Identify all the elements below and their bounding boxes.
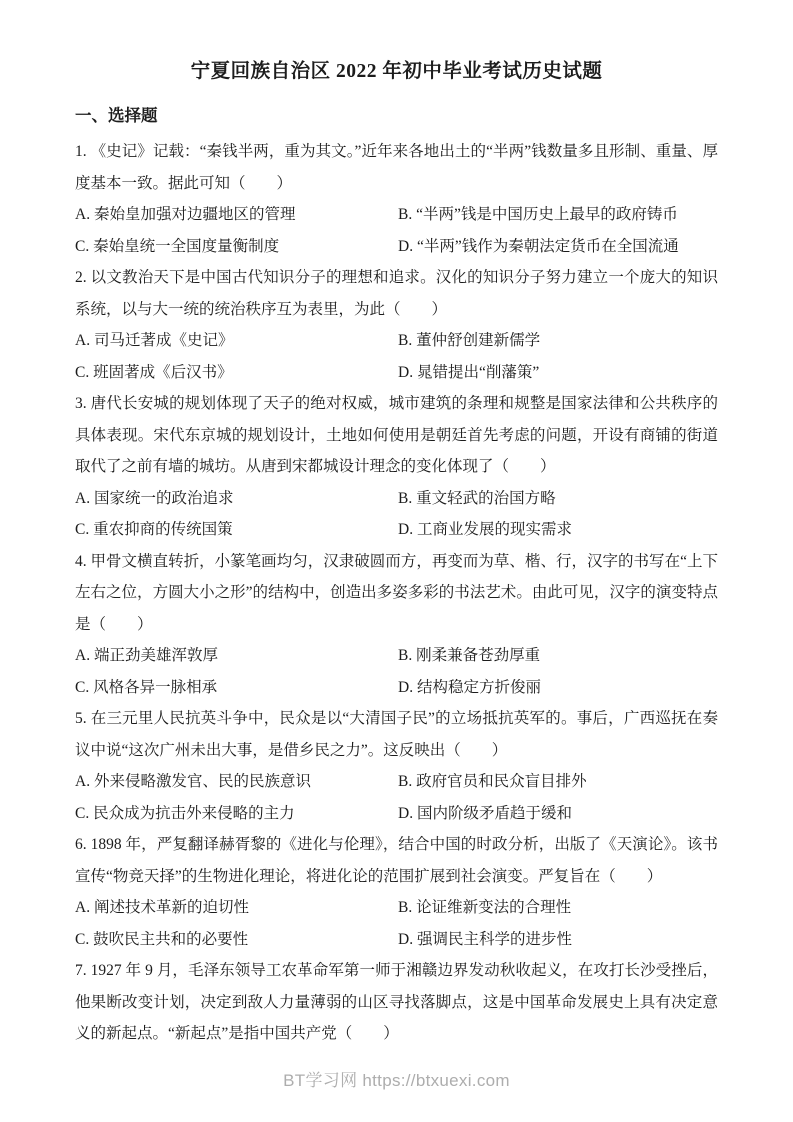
- option-b: B. 重文轻武的治国方略: [398, 489, 556, 507]
- option-c: C. 班固著成《后汉书》: [75, 363, 233, 381]
- option-a: A. 国家统一的政治追求: [75, 489, 234, 507]
- option-c: C. 风格各异一脉相承: [75, 678, 218, 696]
- section-heading: 一、选择题: [75, 106, 158, 125]
- option-c: C. 鼓吹民主共和的必要性: [75, 930, 249, 948]
- watermark: BT学习网 https://btxuexi.com: [283, 1071, 510, 1090]
- question-stem: 7. 1927 年 9 月，毛泽东领导工农革命军第一师于湘赣边界发动秋收起义，在攻打长沙受挫后，他果断改变计划，决定到敌人力量薄弱的山区寻找落脚点，这是中国革命发展史上具有决定意义的新起点。“新起点”是指中国共产党（ ）: [75, 962, 718, 1042]
- question-stem: 4. 甲骨文横直转折，小篆笔画均匀，汉隶破圆而方，再变而为草、楷、行，汉字的书写在“上下左右之位，方圆大小之形”的结构中，创造出多姿多彩的书法艺术。由此可见，汉字的演变特点是（ ）: [75, 552, 718, 633]
- question-7: [75, 955, 718, 1050]
- options-grid: [75, 892, 718, 955]
- option-d: D. 结构稳定方折俊丽: [398, 678, 541, 696]
- option-c: C. 秦始皇统一全国度量衡制度: [75, 237, 280, 255]
- question-1: [75, 136, 718, 262]
- question-4: [75, 546, 718, 704]
- option-c: C. 民众成为抗击外来侵略的主力: [75, 804, 295, 822]
- option-d: D. 强调民主科学的进步性: [398, 930, 572, 948]
- option-a: A. 外来侵略激发官、民的民族意识: [75, 773, 311, 790]
- question-stem: 5. 在三元里人民抗英斗争中，民众是以“大清国子民”的立场抵抗英军的。事后，广西巡抚在奏议中说“这次广州未出大事，是借乡民之力”。这反映出（ ）: [75, 710, 718, 759]
- option-d: D. 国内阶级矛盾趋于缓和: [398, 804, 572, 822]
- question-stem: 3. 唐代长安城的规划体现了天子的绝对权威，城市建筑的条理和规整是国家法律和公共秩序的具体表现。宋代东京城的规划设计，土地如何使用是朝廷首先考虑的问题，开设有商铺的街道取代了之前有墙的城坊。从唐到宋都城设计理念的变化体现了（ ）: [75, 395, 718, 475]
- page-title: 宁夏回族自治区 2022 年初中毕业考试历史试题: [190, 61, 603, 82]
- options-grid: [75, 483, 718, 546]
- question-stem: 1. 《史记》记载：“秦钱半两，重为其文。”近年来各地出土的“半两”钱数量多且形制、重量、厚度基本一致。据此可知（ ）: [75, 143, 718, 192]
- question-2: [75, 262, 718, 388]
- option-a: A. 端正劲美雄浑敦厚: [75, 647, 218, 664]
- question-stem: 6. 1898 年，严复翻译赫胥黎的《进化与伦理》，结合中国的时政分析，出版了《天演论》。该书宣传“物竞天择”的生物进化理论，将进化论的范围扩展到社会演变。严复旨在（ ）: [75, 836, 718, 885]
- question-6: [75, 829, 718, 955]
- options-grid: [75, 199, 718, 262]
- option-b: B. 董仲舒创建新儒学: [398, 332, 541, 349]
- option-d: D. “半两”钱作为秦朝法定货币在全国流通: [398, 237, 679, 255]
- option-b: B. 刚柔兼备苍劲厚重: [398, 647, 541, 664]
- option-d: D. 晁错提出“削藩策”: [398, 363, 540, 381]
- option-d: D. 工商业发展的现实需求: [398, 521, 572, 538]
- option-b: B. 论证维新变法的合理性: [398, 899, 572, 916]
- options-grid: [75, 640, 718, 703]
- options-grid: [75, 766, 718, 829]
- option-c: C. 重农抑商的传统国策: [75, 521, 233, 538]
- question-3: [75, 388, 718, 546]
- option-a: A. 司马迁著成《史记》: [75, 332, 234, 349]
- question-5: [75, 703, 718, 829]
- option-a: A. 秦始皇加强对边疆地区的管理: [75, 206, 296, 223]
- option-a: A. 阐述技术革新的迫切性: [75, 899, 249, 916]
- options-grid: [75, 325, 718, 388]
- option-b: B. “半两”钱是中国历史上最早的政府铸币: [398, 206, 678, 223]
- option-b: B. 政府官员和民众盲目排外: [398, 773, 587, 790]
- question-stem: 2. 以文教治天下是中国古代知识分子的理想和追求。汉化的知识分子努力建立一个庞大的知识系统，以与大一统的统治秩序互为表里，为此（ ）: [75, 269, 718, 318]
